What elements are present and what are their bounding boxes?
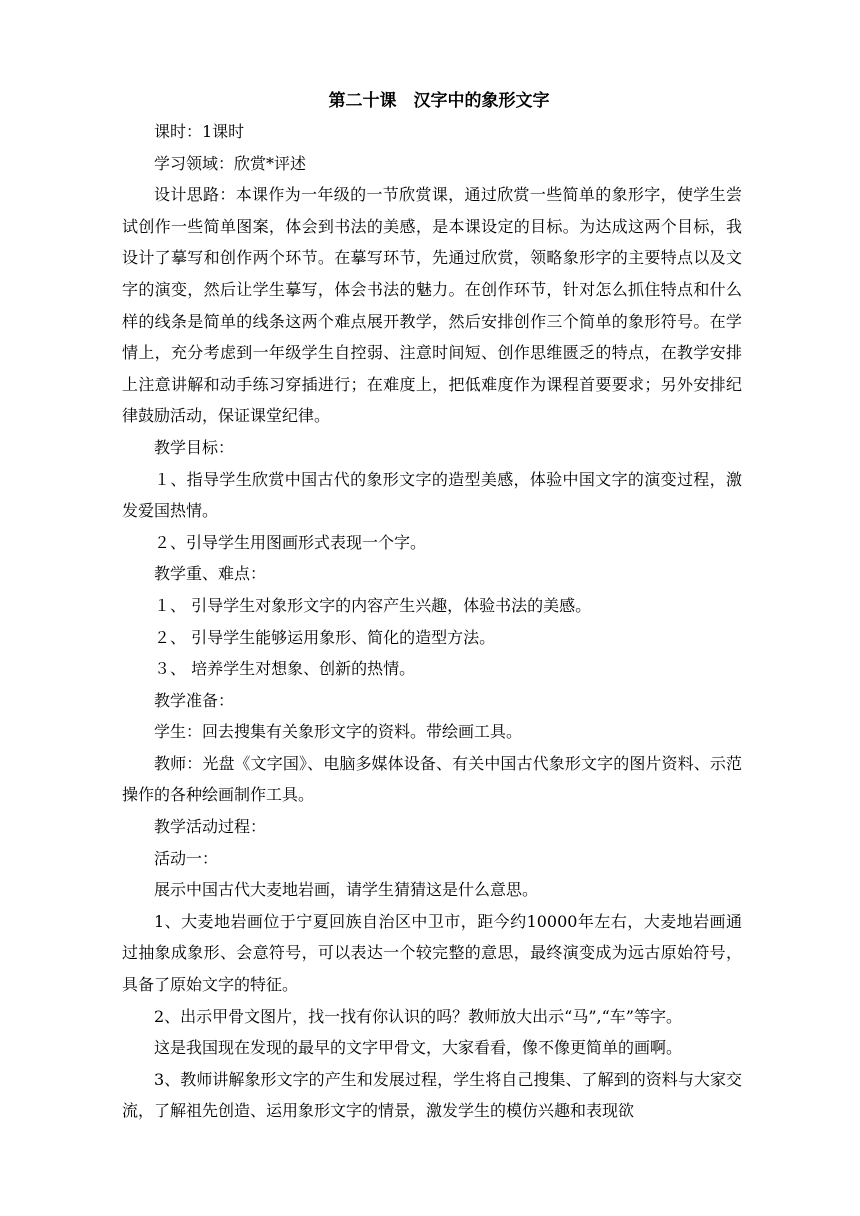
- heading-teaching-process: 教学活动过程：: [154, 817, 267, 837]
- preparation-students: 学生：回去搜集有关象形文字的资料。带绘画工具。: [154, 722, 523, 742]
- page-title: 第二十课 汉字中的象形文字: [328, 91, 550, 111]
- activity-step-2: 2、出示甲骨文图片，找一找有你认识的吗？教师放大出示“马”,“车”等字。: [154, 1006, 682, 1026]
- heading-key-difficult-points: 教学重、难点：: [154, 564, 267, 584]
- goal-item-2: ２、引导学生用图画形式表现一个字。: [154, 532, 427, 552]
- goal-item-1: １、指导学生欣赏中国古代的象形文字的造型美感，体验中国文字的演变过程，激发爱国热情。: [122, 469, 742, 521]
- key-point-2: ２、 引导学生能够运用象形、简化的造型方法。: [154, 627, 496, 647]
- activity-step-1: 1、大麦地岩画位于宁夏回族自治区中卫市，距今约10000年左右，大麦地岩画通过抽象成象形、会意符号，可以表达一个较完整的意思，最终演变成为远古原始符号，具备了原始文字的特征。: [122, 911, 742, 995]
- document-body: [122, 86, 742, 1127]
- key-point-1: １、 引导学生对象形文字的内容产生兴趣，体验书法的美感。: [154, 595, 592, 615]
- paragraph-design-idea: 设计思路：本课作为一年级的一节欣赏课，通过欣赏一些简单的象形字，使学生尝试创作一些简单图案，体会到书法的美感，是本课设定的目标。为达成这两个目标，我设计了摹写和创作两个环节。在摹写环节，先通过欣赏，领略象形字的主要特点以及文字的演变，然后让学生摹写，体会书法的魅力。在创作环节，针对怎么抓住特点和什么样的线条是简单的线条这两个难点展开教学，然后安排创作三个简单的象形符号。在学情上，充分考虑到一年级学生自控弱、注意时间短、创作思维匮乏的特点，在教学安排上注意讲解和动手练习穿插进行；在难度上，把低难度作为课程首要要求；另外安排纪律鼓励活动，保证课堂纪律。: [122, 185, 742, 426]
- paragraph-class-hours: 课时：1课时: [154, 122, 245, 141]
- heading-activity-one: 活动一：: [154, 848, 219, 868]
- heading-teaching-preparation: 教学准备：: [154, 690, 235, 710]
- activity-step-2-note: 这是我国现在发现的最早的文字甲骨文，大家看看，像不像更简单的画啊。: [154, 1038, 683, 1058]
- key-point-3: ３、 培养学生对想象、创新的热情。: [154, 659, 416, 679]
- activity-intro: 展示中国古代大麦地岩画，请学生猜猜这是什么意思。: [154, 880, 539, 900]
- activity-step-3: 3、教师讲解象形文字的产生和发展过程，学生将自己搜集、了解到的资料与大家交流，了解祖先创造、运用象形文字的情景，激发学生的模仿兴趣和表现欲: [122, 1069, 742, 1121]
- preparation-teacher: 教师：光盘《文字国》、电脑多媒体设备、有关中国古代象形文字的图片资料、示范操作的各种绘画制作工具。: [122, 753, 742, 805]
- paragraph-learning-domain: 学习领域：欣赏*评述: [154, 153, 307, 173]
- heading-teaching-goals: 教学目标：: [154, 437, 235, 457]
